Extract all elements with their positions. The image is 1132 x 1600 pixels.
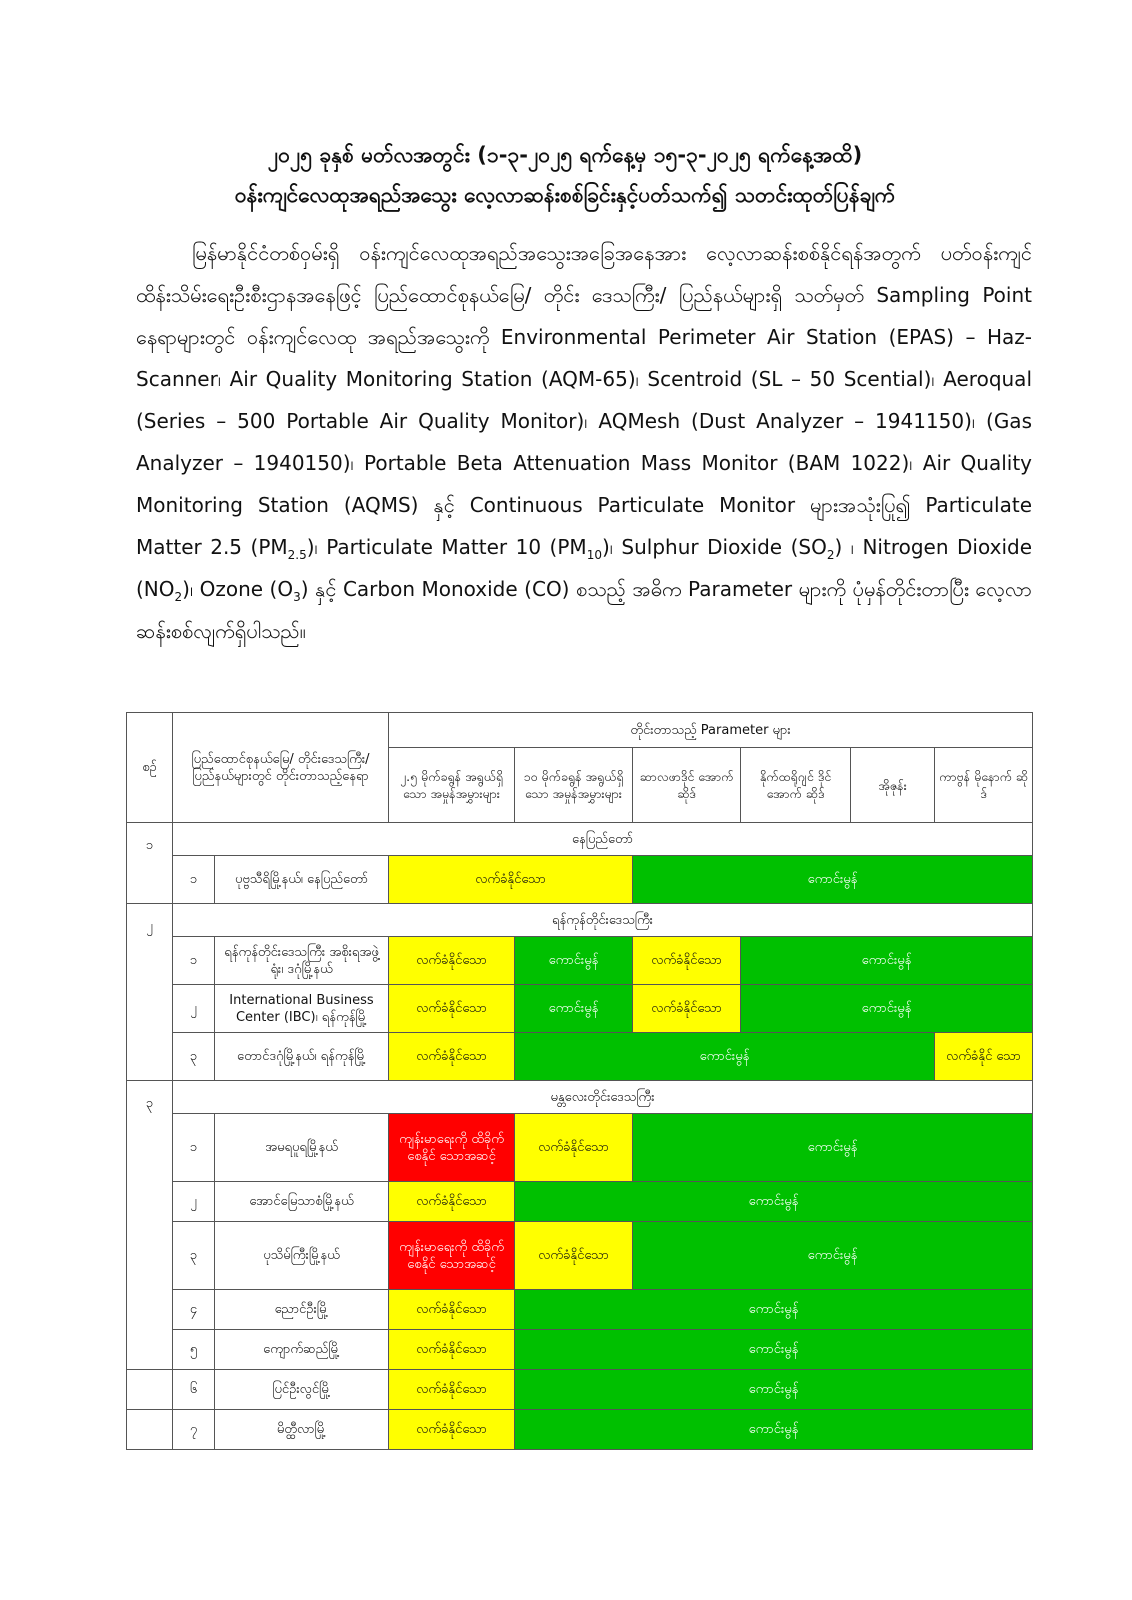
row-number: ၂ <box>173 1182 215 1222</box>
row-number: ၃ <box>173 1033 215 1081</box>
region-name: နေပြည်တော် <box>173 823 1033 856</box>
status-acceptable: လက်ခံနိုင်သော <box>515 1114 633 1182</box>
table-row <box>127 856 1033 904</box>
table-row <box>127 985 1033 1033</box>
header-pm10: ၁၀ မိုက်ခရွန် အရွယ်ရှိသော အမှုန်အမွှားများ <box>515 748 633 823</box>
location-name: ညောင်ဦးမြို့ <box>215 1290 389 1330</box>
status-acceptable: လက်ခံနိုင်သော <box>389 1033 515 1081</box>
table-row <box>127 1290 1033 1330</box>
air-quality-table <box>126 712 1033 1450</box>
intro-text-5: )၊ Ozone (O <box>182 577 294 601</box>
location-name: International Business Center (IBC)၊ ရန်ကုန်မြို့ <box>215 985 389 1033</box>
location-name: ရန်ကုန်တိုင်းဒေသကြီး အစိုးရအဖွဲ့ရုံး၊ ဒဂုံမြို့နယ် <box>215 937 389 985</box>
status-good: ကောင်းမွန် <box>515 1290 1033 1330</box>
status-unhealthy-sensitive: ကျန်းမာရေးကို ထိခိုက်စေနိုင် သောအဆင့် <box>389 1222 515 1290</box>
table-row <box>127 1182 1033 1222</box>
table-row <box>127 823 1033 856</box>
row-number: ၄ <box>173 1290 215 1330</box>
location-name: ကျောက်ဆည်မြို့ <box>215 1330 389 1370</box>
intro-sub-1: 2.5 <box>287 548 307 562</box>
region-number: ၃ <box>127 1081 173 1370</box>
status-acceptable: လက်ခံနိုင်သော <box>389 1330 515 1370</box>
row-number: ၅ <box>173 1330 215 1370</box>
row-number: ၇ <box>173 1410 215 1450</box>
status-good: ကောင်းမွန် <box>633 1114 1033 1182</box>
table-row <box>127 1033 1033 1081</box>
header-o3: အိုဇုန်း <box>851 748 935 823</box>
header-pm25: ၂.၅ မိုက်ခရွန် အရွယ်ရှိသော အမှုန်အမွှားများ <box>389 748 515 823</box>
table-row <box>127 1330 1033 1370</box>
status-acceptable: လက်ခံနိုင်သော <box>389 856 633 904</box>
intro-sub-2: 10 <box>586 548 602 562</box>
row-number: ၁ <box>173 856 215 904</box>
status-acceptable: လက်ခံနိုင်သော <box>389 985 515 1033</box>
region-number-blank <box>127 1370 173 1410</box>
intro-text-3: )၊ Sulphur Dioxide (SO <box>601 535 827 559</box>
status-unhealthy-sensitive: ကျန်းမာရေးကို ထိခိုက်စေနိုင် သောအဆင့် <box>389 1114 515 1182</box>
location-name: မိတ္ထီလာမြို့ <box>215 1410 389 1450</box>
header-no2: နိုက်ထရိုဂျင် ဒိုင်အောက် ဆိုဒ် <box>741 748 851 823</box>
intro-text-6: ) နှင့် Carbon Monoxide (CO) စသည့် အဓိက Parameter များကို ပုံမှန်တိုင်းတာပြီး လေ့လာဆန်းစစ်လျက်ရှိပါသည်။ <box>136 577 1032 643</box>
header-so2: ဆာလဖာဒိုင် အောက်ဆိုဒ် <box>633 748 741 823</box>
status-acceptable: လက်ခံနိုင်သော <box>633 985 741 1033</box>
header-co: ကာဗွန် မိုနောက် ဆိုဒ် <box>935 748 1033 823</box>
row-number: ၁ <box>173 1114 215 1182</box>
table-row <box>127 904 1033 937</box>
header-serial: စဉ် <box>127 713 173 823</box>
status-good: ကောင်းမွန် <box>515 1182 1033 1222</box>
status-good: ကောင်းမွန် <box>633 1222 1033 1290</box>
status-acceptable: လက်ခံနိုင်သော <box>633 937 741 985</box>
status-good: ကောင်းမွန် <box>741 937 1033 985</box>
status-good: ကောင်းမွန် <box>741 985 1033 1033</box>
heading-line-2: ဝန်းကျင်လေထုအရည်အသွေး လေ့လာဆန်းစစ်ခြင်းနှင့်ပတ်သက်၍ သတင်းထုတ်ပြန်ချက် <box>234 183 896 207</box>
status-acceptable: လက်ခံနိုင်သော <box>515 1222 633 1290</box>
status-good: ကောင်းမွန် <box>515 1370 1033 1410</box>
intro-sub-3: 2 <box>826 548 835 562</box>
table-row <box>127 1410 1033 1450</box>
region-number: ၂ <box>127 904 173 1081</box>
table-row <box>127 1114 1033 1182</box>
table-row <box>127 1081 1033 1114</box>
location-name: တောင်ဒဂုံမြို့နယ်၊ ရန်ကုန်မြို့ <box>215 1033 389 1081</box>
region-number: ၁ <box>127 823 173 904</box>
region-name: မန္တလေးတိုင်းဒေသကြီး <box>173 1081 1033 1114</box>
status-good: ကောင်းမွန် <box>515 1410 1033 1450</box>
row-number: ၆ <box>173 1370 215 1410</box>
status-good: ကောင်းမွန် <box>515 937 633 985</box>
intro-text-2: )၊ Particulate Matter 10 (PM <box>306 535 587 559</box>
status-acceptable: လက်ခံနိုင်သော <box>389 1290 515 1330</box>
status-good: ကောင်းမွန် <box>515 1033 935 1081</box>
intro-paragraph <box>136 232 1032 652</box>
row-number: ၂ <box>173 985 215 1033</box>
row-number: ၃ <box>173 1222 215 1290</box>
location-name: ပုဗ္ဗသီရိမြို့နယ်၊ နေပြည်တော် <box>215 856 389 904</box>
status-acceptable: လက်ခံနိုင်သော <box>389 937 515 985</box>
intro-sub-4: 2 <box>174 590 183 604</box>
region-number-blank <box>127 1410 173 1450</box>
intro-sub-5: 3 <box>293 590 301 604</box>
status-acceptable: လက်ခံနိုင်သော <box>389 1182 515 1222</box>
header-parameters: တိုင်းတာသည့် Parameter များ <box>389 713 1033 748</box>
region-name: ရန်ကုန်တိုင်းဒေသကြီး <box>173 904 1033 937</box>
row-number: ၁ <box>173 937 215 985</box>
status-good: ကောင်းမွန် <box>515 1330 1033 1370</box>
status-acceptable: လက်ခံနိုင် သော <box>935 1033 1033 1081</box>
heading-line-1: ၂၀၂၅ ခုနှစ် မတ်လအတွင်း (၁-၃-၂၀၂၅ ရက်နေ့မှ ၁၅-၃-၂၀၂၅ ရက်နေ့အထိ) <box>267 143 863 167</box>
intro-text-4: ) ၊ Nitrogen Dioxide (NO <box>136 535 1032 601</box>
table-row <box>127 1370 1033 1410</box>
location-name: အမရပူရမြို့နယ် <box>215 1114 389 1182</box>
location-name: ပြင်ဦးလွင်မြို့ <box>215 1370 389 1410</box>
intro-text-1: မြန်မာနိုင်ငံတစ်ဝှမ်းရှိ ဝန်းကျင်လေထုအရည်အသွေးအခြေအနေအား လေ့လာဆန်းစစ်နိုင်ရန်အတွက် ပတ်ဝန်းကျင်ထိန်းသိမ်းရေးဦးစီးဌာနအနေဖြင့် ပြည်ထောင်စုနယ်မြေ/ တိုင်း ဒေသကြီး/ ပြည်နယ်များရှိ သတ်မှတ် Sampling Point နေရာများတွင် ဝန်းကျင်လေထု အရည်အသွေးကို Environmental Perimeter Air Station (EPAS) – Haz-Scanner၊ Air Quality Monitoring Station (AQM-65)၊ Scentroid (SL – 50 Scential)၊ Aeroqual (Series – 500 Portable Air Quality Monitor)၊ AQMesh (Dust Analyzer – 1941150)၊ (Gas Analyzer – 1940150)၊ Portable Beta Attenuation Mass Monitor (BAM 1022)၊ Air Quality Monitoring Station (AQMS) နှင့် Continuous Particulate Monitor များအသုံးပြု၍ Particulate Matter 2.5 (PM <box>136 241 1032 559</box>
location-name: ပုသိမ်ကြီးမြို့နယ် <box>215 1222 389 1290</box>
status-good: ကောင်းမွန် <box>633 856 1033 904</box>
status-acceptable: လက်ခံနိုင်သော <box>389 1370 515 1410</box>
table-row <box>127 937 1033 985</box>
status-acceptable: လက်ခံနိုင်သော <box>389 1410 515 1450</box>
status-good: ကောင်းမွန် <box>515 985 633 1033</box>
location-name: အောင်မြေသာစံမြို့နယ် <box>215 1182 389 1222</box>
table-row <box>127 1222 1033 1290</box>
header-location: ပြည်ထောင်စုနယ်မြေ/ တိုင်းဒေသကြီး/ ပြည်နယ်များတွင် တိုင်းတာသည့်နေရာ <box>173 713 389 823</box>
